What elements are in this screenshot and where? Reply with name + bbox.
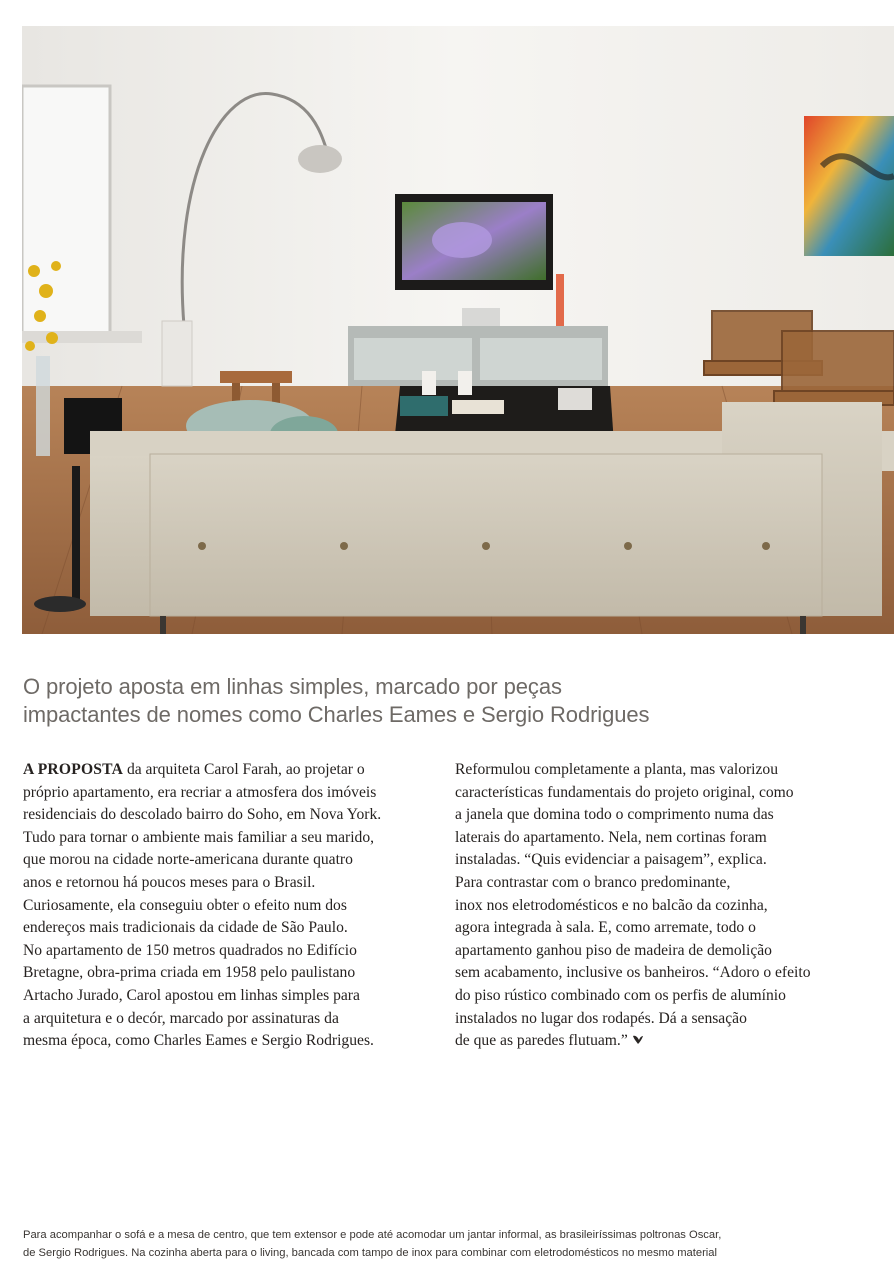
body-line: endereços mais tradicionais da cidade de São Paulo. xyxy=(23,919,348,937)
body-line: do piso rústico combinado com os perfis de alumínio xyxy=(455,986,786,1004)
body-line: Reformulou completamente a planta, mas valorizou xyxy=(455,761,779,778)
body-line: laterais do apartamento. Nela, nem cortinas foram xyxy=(455,828,767,846)
body-line: agora integrada à sala. E, como arremate, todo o xyxy=(455,919,756,937)
photo-caption xyxy=(23,1226,883,1262)
body-line: residenciais do descolado bairro do Soho, em Nova York. xyxy=(23,806,382,824)
body-line: a arquitetura e o decór, marcado por assinaturas da xyxy=(23,1009,339,1027)
body-line: características fundamentais do projeto original, como xyxy=(455,783,794,801)
body-line: Curiosamente, ela conseguiu obter o efeito num dos xyxy=(23,896,347,914)
body-line: instalados no lugar dos rodapés. Dá a sensação xyxy=(455,1009,747,1027)
body-line: No apartamento de 150 metros quadrados no Edifício xyxy=(23,941,357,959)
lead-in: A PROPOSTA xyxy=(23,761,124,778)
deck-line: O projeto aposta em linhas simples, marcado por peças xyxy=(23,674,562,699)
deck-line: impactantes de nomes como Charles Eames e Sergio Rodrigues xyxy=(23,702,650,727)
body-line: sem acabamento, inclusive os banheiros. “Adoro o efeito xyxy=(455,964,811,982)
body-line: anos e retornou há poucos meses para o Brasil. xyxy=(23,873,316,891)
body-line: próprio apartamento, era recriar a atmosfera dos imóveis xyxy=(23,783,377,801)
caption-line: de Sergio Rodrigues. Na cozinha aberta para o living, bancada com tampo de inox para combinar com eletrodomésticos no mesmo material xyxy=(23,1247,717,1259)
living-room-photo xyxy=(22,26,894,634)
body-line: inox nos eletrodomésticos e no balcão da cozinha, xyxy=(455,896,768,914)
body-line: mesma época, como Charles Eames e Sergio Rodrigues. xyxy=(23,1032,374,1050)
body-line: que morou na cidade norte-americana durante quatro xyxy=(23,851,353,869)
caption-line: Para acompanhar o sofá e a mesa de centro, que tem extensor e pode até acomodar um jantar informal, as brasileiríssimas poltronas Oscar, xyxy=(23,1229,722,1241)
body-column-right xyxy=(455,759,875,1053)
body-column-left xyxy=(23,759,428,1053)
body-line: apartamento ganhou piso de madeira de demolição xyxy=(455,941,772,959)
bird-end-mark-icon xyxy=(632,1030,644,1053)
body-line: Para contrastar com o branco predominante, xyxy=(455,873,731,891)
body-line: instaladas. “Quis evidenciar a paisagem”, explica. xyxy=(455,851,767,869)
body-line: de que as paredes flutuam.” xyxy=(455,1030,875,1053)
body-line: Artacho Jurado, Carol apostou em linhas simples para xyxy=(23,986,360,1004)
body-line: Bretagne, obra-prima criada em 1958 pelo paulistano xyxy=(23,964,356,982)
body-line: a janela que domina todo o comprimento numa das xyxy=(455,806,774,824)
body-line: Tudo para tornar o ambiente mais familiar a seu marido, xyxy=(23,828,375,846)
deck-subheadline xyxy=(23,673,883,729)
body-line: A PROPOSTA da arquiteta Carol Farah, ao projetar o xyxy=(23,761,365,778)
